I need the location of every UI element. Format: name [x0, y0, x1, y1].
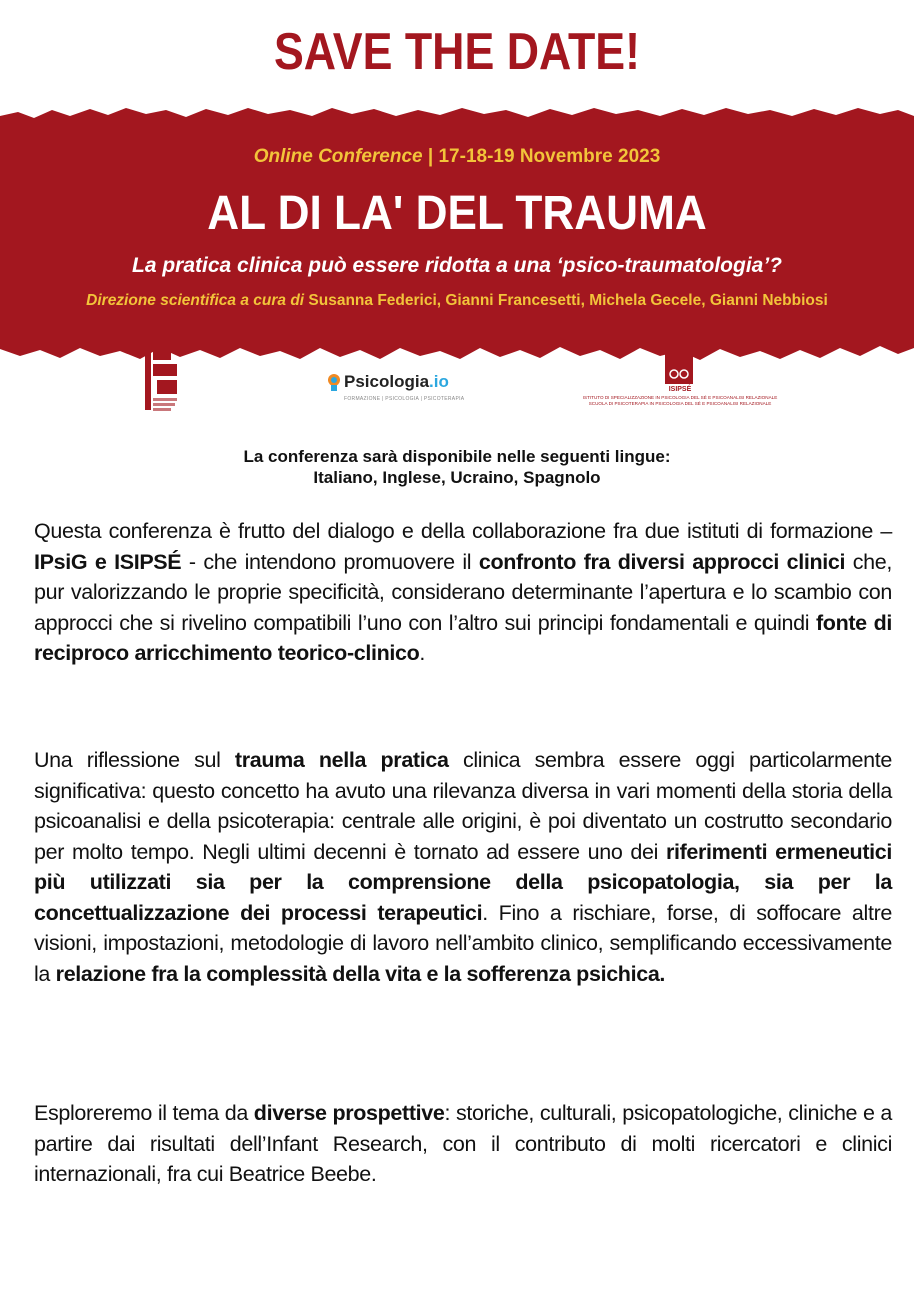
isipse-emblem-icon	[665, 350, 693, 384]
ipsig-logo	[141, 344, 181, 414]
scientific-direction	[0, 292, 914, 310]
p3-text-1: Esploreremo il tema da	[34, 1101, 254, 1125]
p1-bold-1: IPsiG e ISIPSÉ	[34, 549, 182, 574]
p2-bold-1: trauma nella pratica	[234, 748, 449, 772]
conference-banner	[0, 104, 914, 370]
p1-text-2: - che intendono promuovere il	[181, 549, 479, 574]
event-type: Online Conference	[253, 146, 423, 167]
p1-bold-3: fonte di reciproco arricchimento teorico-clinico	[34, 610, 892, 665]
isipse-line2: SCUOLA DI PSICOTERAPIA IN PSICOLOGIA DEL SÉ E PSICOANALISI RELAZIONALE	[588, 401, 772, 406]
isipse-line1: ISTITUTO DI SPECIALIZZAZIONE IN PSICOLOGIA DEL SÉ E PSICOANALISI RELAZIONALE	[582, 395, 778, 400]
isipse-logo	[575, 350, 785, 415]
languages-list: Italiano, Inglese, Ucraino, Spagnolo	[313, 468, 601, 487]
psicologia-tagline: FORMAZIONE | PSICOLOGIA | PSICOTERAPIA	[344, 396, 465, 402]
paragraph-trauma-reflection	[34, 745, 892, 989]
psicologia-head-icon	[326, 372, 342, 394]
p1-text-4: .	[419, 641, 426, 665]
paragraph-perspectives	[34, 1098, 892, 1190]
direction-prefix: Direzione scientifica a cura di	[86, 292, 309, 309]
conference-dates	[0, 146, 914, 168]
languages-intro: La conferenza sarà disponibile nelle seguenti lingue:	[243, 447, 671, 466]
p3-text-2: : storiche, culturali, psicopatologiche, cliniche e a partire dai risultati dell’Infant Research, con il contributo di molti ricercatori e clinici internazionali, fra cui Beatrice Beebe.	[34, 1101, 893, 1186]
p1-bold-2: confronto fra diversi approcci clinici	[478, 549, 846, 574]
languages-notice	[0, 446, 914, 488]
separator: |	[422, 146, 439, 167]
direction-names: Susanna Federici, Gianni Francesetti, Michela Gecele, Gianni Nebbiosi	[308, 292, 828, 309]
save-the-date-title: SAVE THE DATE!	[273, 23, 641, 81]
p2-bold-3: relazione fra la complessità della vita e la sofferenza psichica.	[55, 961, 666, 986]
p1-text-3: che, pur valorizzando le proprie specificità, considerano determinante l’apertura e lo scambio con approcci che si rivelino compatibili l’uno con l’altro sui principi fondamentali e quindi	[34, 549, 893, 635]
psicologia-logo	[326, 370, 466, 408]
conference-subtitle: La pratica clinica può essere ridotta a una ‘psico-traumatologia’?	[132, 254, 782, 277]
event-dates: 17-18-19 Novembre 2023	[438, 146, 661, 167]
paragraph-collaboration	[34, 516, 892, 669]
conference-title: AL DI LA' DEL TRAUMA	[207, 187, 707, 240]
p2-text-1: Una riflessione sul	[34, 748, 235, 772]
isipse-name: ISIPSÉ	[668, 386, 692, 393]
p1-text-1: Questa conferenza è frutto del dialogo e della collaborazione fra due istituti di formazione –	[34, 519, 892, 543]
psicologia-suffix: .io	[429, 372, 449, 391]
p2-text-3: . Fino a rischiare, forse, di soffocare altre visioni, impostazioni, metodologie di lavoro nell’ambito clinico, semplificando eccessivamente la	[34, 900, 892, 986]
psicologia-name: Psicologia	[344, 372, 430, 391]
p3-bold-1: diverse prospettive	[253, 1101, 445, 1125]
p2-bold-2: riferimenti ermeneutici più utilizzati sia per la comprensione della psicopatologia, sia per la concettualizzazione dei processi terapeutici	[34, 839, 893, 925]
p2-text-2: clinica sembra essere oggi particolarmente significativa: questo concetto ha avuto una rilevanza diversa in vari momenti della storia della psicoanalisi e della psicoterapia: centrale alle origini, è poi diventato un costrutto secondario per molto tempo. Negli ultimi decenni è tornato ad essere uno dei	[34, 748, 892, 864]
